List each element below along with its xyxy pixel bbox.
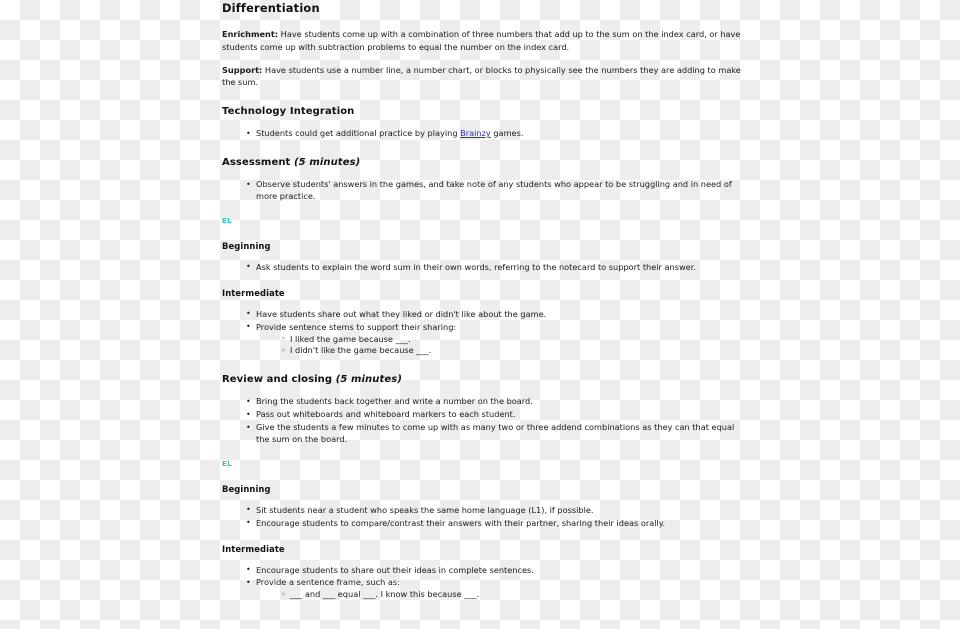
- list-item: • Encourage students to share out their ideas in complete sentences.: [246, 565, 742, 577]
- list-item: • Have students share out what they liked or didn't like about the game.: [246, 309, 742, 321]
- page-title: Differentiation: [222, 1, 320, 15]
- el-tag-1: EL: [222, 217, 232, 226]
- support-text: Have students use a number line, a number chart, or blocks to physically see the numbers they are adding to make the sum.: [222, 64, 741, 88]
- el2-intermediate-sublist: [256, 589, 742, 601]
- list-item: [246, 128, 742, 140]
- enrichment-label: Enrichment:: [222, 29, 279, 40]
- review-and-closing-heading: [222, 373, 742, 387]
- list-item-label: Provide a sentence frame, such as:: [256, 577, 400, 588]
- list-item: • Ask students to explain the word sum in their own words, referring to the notecard to support their answer.: [246, 262, 742, 274]
- brainzy-link[interactable]: Brainzy: [460, 128, 491, 139]
- list-item: • Sit students near a student who speaks the same home language (L1), if possible.: [246, 505, 742, 517]
- el1-intermediate-heading: Intermediate: [222, 287, 285, 298]
- review-duration: (5 minutes): [335, 374, 402, 386]
- list-item: • Bring the students back together and write a number on the board.: [246, 396, 742, 408]
- support-paragraph: [222, 64, 742, 89]
- el1-intermediate-list: [222, 309, 742, 358]
- assessment-duration: (5 minutes): [294, 157, 361, 169]
- el1-beginning-list: [222, 262, 742, 274]
- document-body: [222, 0, 742, 602]
- el2-intermediate-list: [222, 565, 742, 602]
- review-and-closing-list: [222, 396, 742, 446]
- assessment-list: [222, 179, 742, 203]
- list-item: • Encourage students to compare/contrast their answers with their partner, sharing their ideas orally.: [246, 518, 742, 530]
- el1-beginning-heading: Beginning: [222, 240, 271, 251]
- tech-bullet-pre: Students could get additional practice by playing: [256, 128, 461, 139]
- technology-integration-list: [222, 128, 742, 140]
- el2-intermediate-heading: Intermediate: [222, 543, 285, 554]
- support-label: Support:: [222, 64, 263, 75]
- review-heading-text: Review and closing: [222, 374, 336, 386]
- assessment-heading: [222, 156, 742, 170]
- enrichment-text: Have students come up with a combination of three numbers that add up to the sum on the index card, or have students come up with subtraction problems to equal the number on the index card.: [222, 29, 741, 52]
- list-item: • Observe students' answers in the games, and take note of any students who appear to be struggling and in need of more practice.: [246, 179, 742, 203]
- el1-intermediate-sublist: [256, 334, 742, 358]
- list-item: • Give the students a few minutes to come up with as many two or three addend combinations as they can that equal the sum on the board.: [246, 422, 742, 446]
- technology-integration-heading: Technology Integration: [222, 106, 355, 117]
- assessment-heading-text: Assessment: [222, 157, 295, 169]
- enrichment-paragraph: [222, 28, 742, 53]
- tech-bullet-post: games.: [490, 128, 524, 139]
- list-item-label: Provide sentence stems to support their sharing:: [256, 321, 457, 332]
- list-item: [246, 322, 742, 358]
- list-item: ◦ ___ and ___ equal ___. I know this because ___.: [281, 589, 742, 601]
- list-item: ◦ I didn't like the game because ___.: [281, 345, 742, 357]
- list-item: ◦ I liked the game because ___.: [281, 334, 742, 346]
- list-item: • Pass out whiteboards and whiteboard markers to each student.: [246, 409, 742, 421]
- el2-beginning-list: [222, 505, 742, 530]
- el-tag-2: EL: [222, 460, 232, 469]
- list-item: [246, 577, 742, 601]
- el2-beginning-heading: Beginning: [222, 483, 271, 494]
